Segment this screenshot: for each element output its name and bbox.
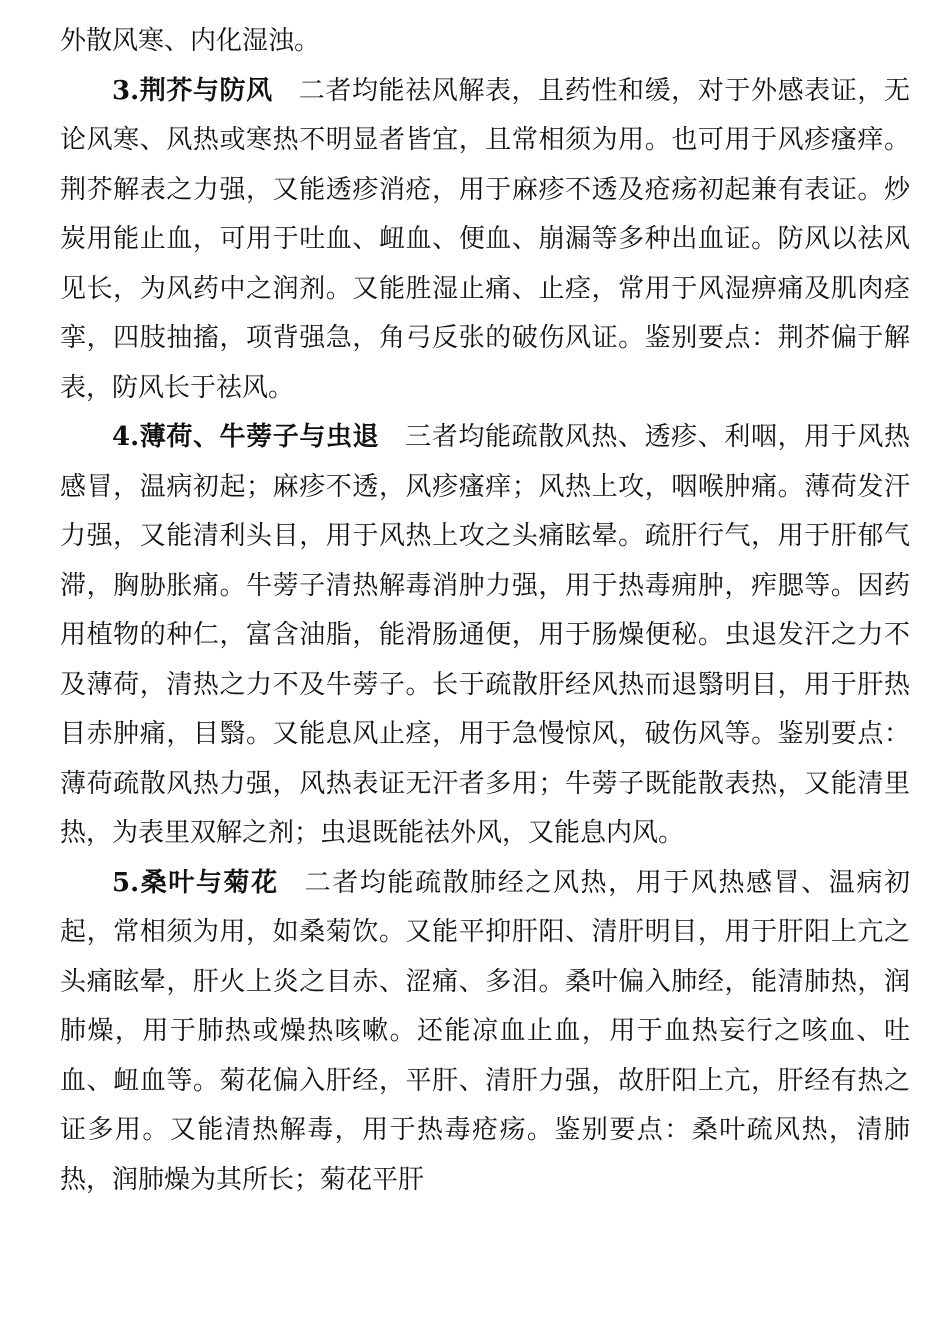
paragraph-bohe-niubangzi-chongtui: [60, 413, 910, 859]
paragraph-heading: 5.桑叶与菊花: [112, 867, 279, 898]
paragraph-heading: 4.薄荷、牛蒡子与虫退: [112, 422, 380, 452]
paragraph-jingjie-fangfeng: [60, 67, 910, 414]
paragraph-text: 二者均能祛风解表，且药性和缓，对于外感表证，无论风寒、风热或寒热不明显者皆宜，且常相须为用。也可用于风疹瘙痒。荆芥解表之力强，又能透疹消疮，用于麻疹不透及疮疡初起兼有表证。炒炭用能止血，可用于吐血、衄血、便血、崩漏等多种出血证。防风以祛风见长，为风药中之润剂。又能胜湿止痛、止痉，常用于风湿痹痛及肌肉痉挛，四肢抽搐，项背强急，角弓反张的破伤风证。鉴别要点：荆芥偏于解表，防风长于祛风。: [60, 75, 910, 403]
paragraph-text: 二者均能疏散肺经之风热，用于风热感冒、温病初起，常相须为用，如桑菊饮。又能平抑肝阳、清肝明目，用于肝阳上亢之头痛眩晕，肝火上炎之目赤、涩痛、多泪。桑叶偏入肺经，能清肺热，润肺燥，用于肺热或燥热咳嗽。还能凉血止血，用于血热妄行之咳血、吐血、衄血等。菊花偏入肝经，平肝、清肝力强，故肝阳上亢，肝经有热之证多用。又能清热解毒，用于热毒疮疡。鉴别要点：桑叶疏风热，清肺热，润肺燥为其所长；菊花平肝: [60, 867, 910, 1195]
paragraph-continuation: [60, 17, 910, 67]
paragraph-sangye-juhua: [60, 859, 910, 1206]
paragraph-text: 三者均能疏散风热、透疹、利咽，用于风热感冒，温病初起；麻疹不透，风疹瘙痒；风热上攻，咽喉肿痛。薄荷发汗力强，又能清利头目，用于风热上攻之头痛眩晕。疏肝行气，用于肝郁气滞，胸胁胀痛。牛蒡子清热解毒消肿力强，用于热毒痈肿，痄腮等。因药用植物的种仁，富含油脂，能滑肠通便，用于肠燥便秘。虫退发汗之力不及薄荷，清热之力不及牛蒡子。长于疏散肝经风热而退翳明目，用于肝热目赤肿痛，目翳。又能息风止痉，用于急慢惊风，破伤风等。鉴别要点：薄荷疏散风热力强，风热表证无汗者多用；牛蒡子既能散表热，又能清里热，为表里双解之剂；虫退既能祛外风，又能息内风。: [60, 422, 910, 848]
document-page: [60, 17, 910, 1205]
paragraph-heading: 3.荆芥与防风: [112, 75, 273, 106]
paragraph-text: 外散风寒、内化湿浊。: [60, 26, 321, 56]
